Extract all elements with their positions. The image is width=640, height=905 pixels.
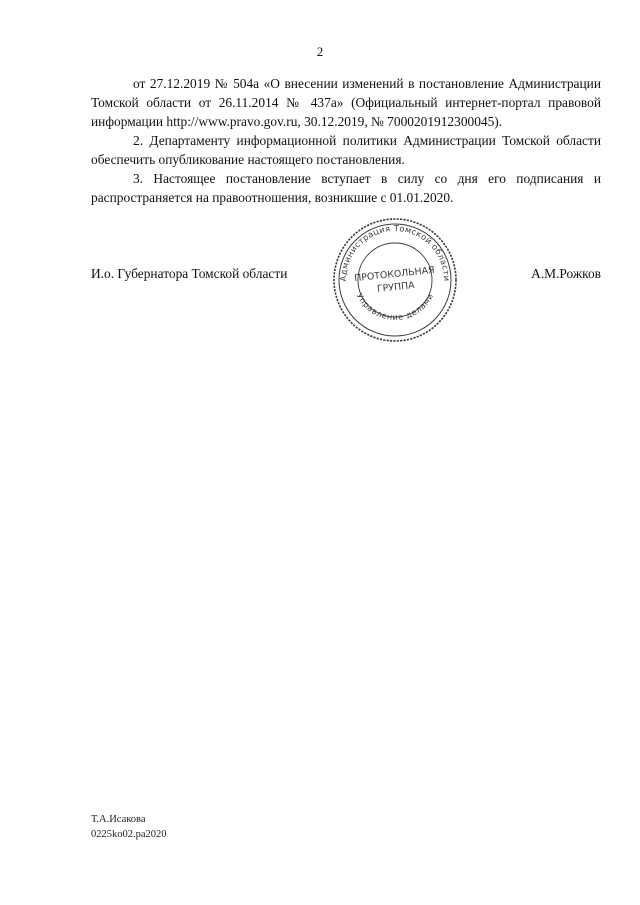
page-number: 2 <box>316 44 324 59</box>
document-footer <box>91 812 167 842</box>
paragraph-item-2: 2. Департаменту информационной политики Администрации Томской области обеспечить опубликование настоящего постановления. <box>91 133 601 167</box>
stamp-center-line2: ГРУППА <box>376 280 416 295</box>
stamp-bottom-text: Управление делами <box>354 291 436 322</box>
signer-name: А.М.Рожков <box>531 266 601 281</box>
svg-text:Управление делами <box>355 291 435 322</box>
stamp-outer-text: Администрация Томской области <box>337 222 453 282</box>
stamp-center-line1: ПРОТОКОЛЬНАЯ <box>353 264 436 285</box>
footer-code: 0225ko02.pa2020 <box>91 829 167 840</box>
paragraph-continuation: от 27.12.2019 № 504а «О внесении изменений в постановление Администрации Томской области от 26.11.2014 № 437а» (Официальный интернет-портал правовой информации http://www.pravo.gov.ru, 30.12.2019, № 7000201912300045). <box>91 76 601 129</box>
official-stamp-icon <box>330 215 460 345</box>
signer-title: И.о. Губернатора Томской области <box>91 266 288 281</box>
footer-author: Т.А.Исакова <box>91 814 146 825</box>
paragraph-item-3: 3. Настоящее постановление вступает в силу со дня его подписания и распространяется на правоотношения, возникшие с 01.01.2020. <box>91 171 601 205</box>
document-body <box>91 74 601 207</box>
